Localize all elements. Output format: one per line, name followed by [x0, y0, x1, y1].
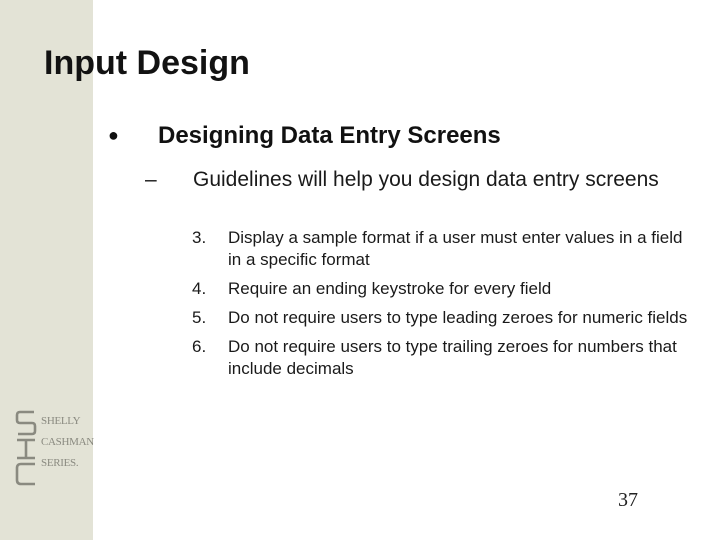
- slide-title: Input Design: [44, 44, 250, 82]
- list-item: [192, 336, 692, 380]
- numbered-list: [192, 227, 692, 380]
- list-item-number: 4.: [192, 279, 207, 298]
- list-item-number: 3.: [192, 228, 207, 247]
- logo-wordmark: [41, 411, 94, 474]
- bullet-dot-icon: ●: [108, 125, 119, 145]
- main-bullet: [108, 122, 501, 150]
- main-bullet-text: Designing Data Entry Screens: [158, 122, 501, 149]
- dash-icon: –: [145, 168, 157, 191]
- logo-mark-icon: [14, 408, 38, 488]
- list-item: [192, 278, 692, 300]
- logo-line-shelly: SHELLY: [41, 415, 81, 427]
- list-item-text: Do not require users to type trailing zeroes for numbers that include decimals: [228, 337, 677, 378]
- logo-line-series: SERIES.: [41, 457, 79, 469]
- list-item: [192, 307, 692, 329]
- list-item-number: 6.: [192, 337, 207, 356]
- sub-bullet-text: Guidelines will help you design data entry screens: [193, 168, 659, 191]
- list-item-text: Require an ending keystroke for every field: [228, 279, 552, 298]
- sub-bullet: [145, 166, 665, 193]
- page-number: 37: [618, 489, 638, 511]
- list-item-number: 5.: [192, 308, 207, 327]
- shelly-cashman-logo: [14, 408, 94, 490]
- list-item: [192, 227, 692, 271]
- logo-line-cashman: CASHMAN: [41, 436, 94, 448]
- list-item-text: Display a sample format if a user must enter values in a field in a specific format: [228, 228, 683, 269]
- list-item-text: Do not require users to type leading zeroes for numeric fields: [228, 308, 688, 327]
